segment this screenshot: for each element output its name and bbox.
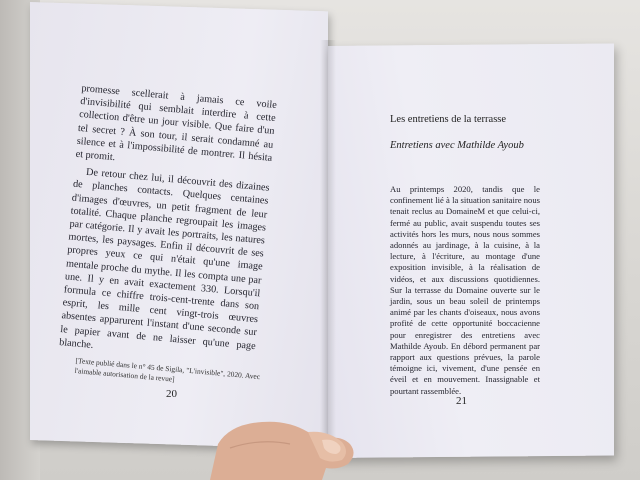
left-page-text [58, 82, 277, 370]
left-paragraph-2: De retour chez lui, il découvrit des dizaines de planches contacts. Quelques centaines d'images d'œuvres, un petit fragment de leur totalité. Chaque planche regroupait les images par catégorie. Il y avait les portraits, les natures mortes, les paysages. Enfin il découvrit de ses propres yeux ce qui n'était qu'une image mentale proche du mythe. Il les compta une par une. Il y en avait exactement 330. Lorsqu'il formula ce chiffre trois-cent-trente dans son esprit, les mille cent vingt-trois œuvres absentes apparurent l'instant d'une seconde sur le papier avant de ne laisser qu'une page blanche. [58, 166, 270, 352]
chapter-title: Les entretiens de la terrasse [390, 114, 507, 125]
publication-note: [Texte publié dans le n° 45 de Sigila, "L'invisible", 2020. Avec l'aimable autorisation de la revue] [74, 356, 261, 384]
right-page-text: Au printemps 2020, tandis que le confinement lié à la situation sanitaire nous tenait reclus au DomaineM et que celui-ci, fermé au public, avait suspendu toutes ses activités hors les murs, nous nous sommes adonnés au jardinage, à la cuisine, à la lecture, à l'écriture, au montage d'une exposition invisible, à la réalisation de vidéos, et aux discussions quotidiennes. Sur la terrasse du Domaine ouverte sur le jardin, sous un beau soleil de printemps animé par les chants d'oiseaux, nous avons profité de cette opportunité boccacienne pour enregistrer des entretiens avec Mathilde Ayoub. En débord permanent par rapport aux questions prévues, la parole témoigne ici, vivement, d'une pensée en éveil et en mouvement. Inassignable et pourtant rassemblée. [390, 184, 540, 396]
left-paragraph-1: promesse scellerait à jamais ce voile d'invisibilité qui semblait interdire à cette collection d'être un jour visible. Que faire d'un tel secret ? À son tour, il serait condamné au silence et à l'impossibilité de montrer. Il hésita et promit. [75, 82, 278, 164]
chapter-subtitle: Entretiens avec Mathilde Ayoub [390, 140, 524, 151]
page-number-left: 20 [166, 388, 177, 400]
hand-holding-book [210, 408, 360, 480]
page-number-right: 21 [456, 395, 467, 407]
book-gutter [320, 40, 336, 460]
